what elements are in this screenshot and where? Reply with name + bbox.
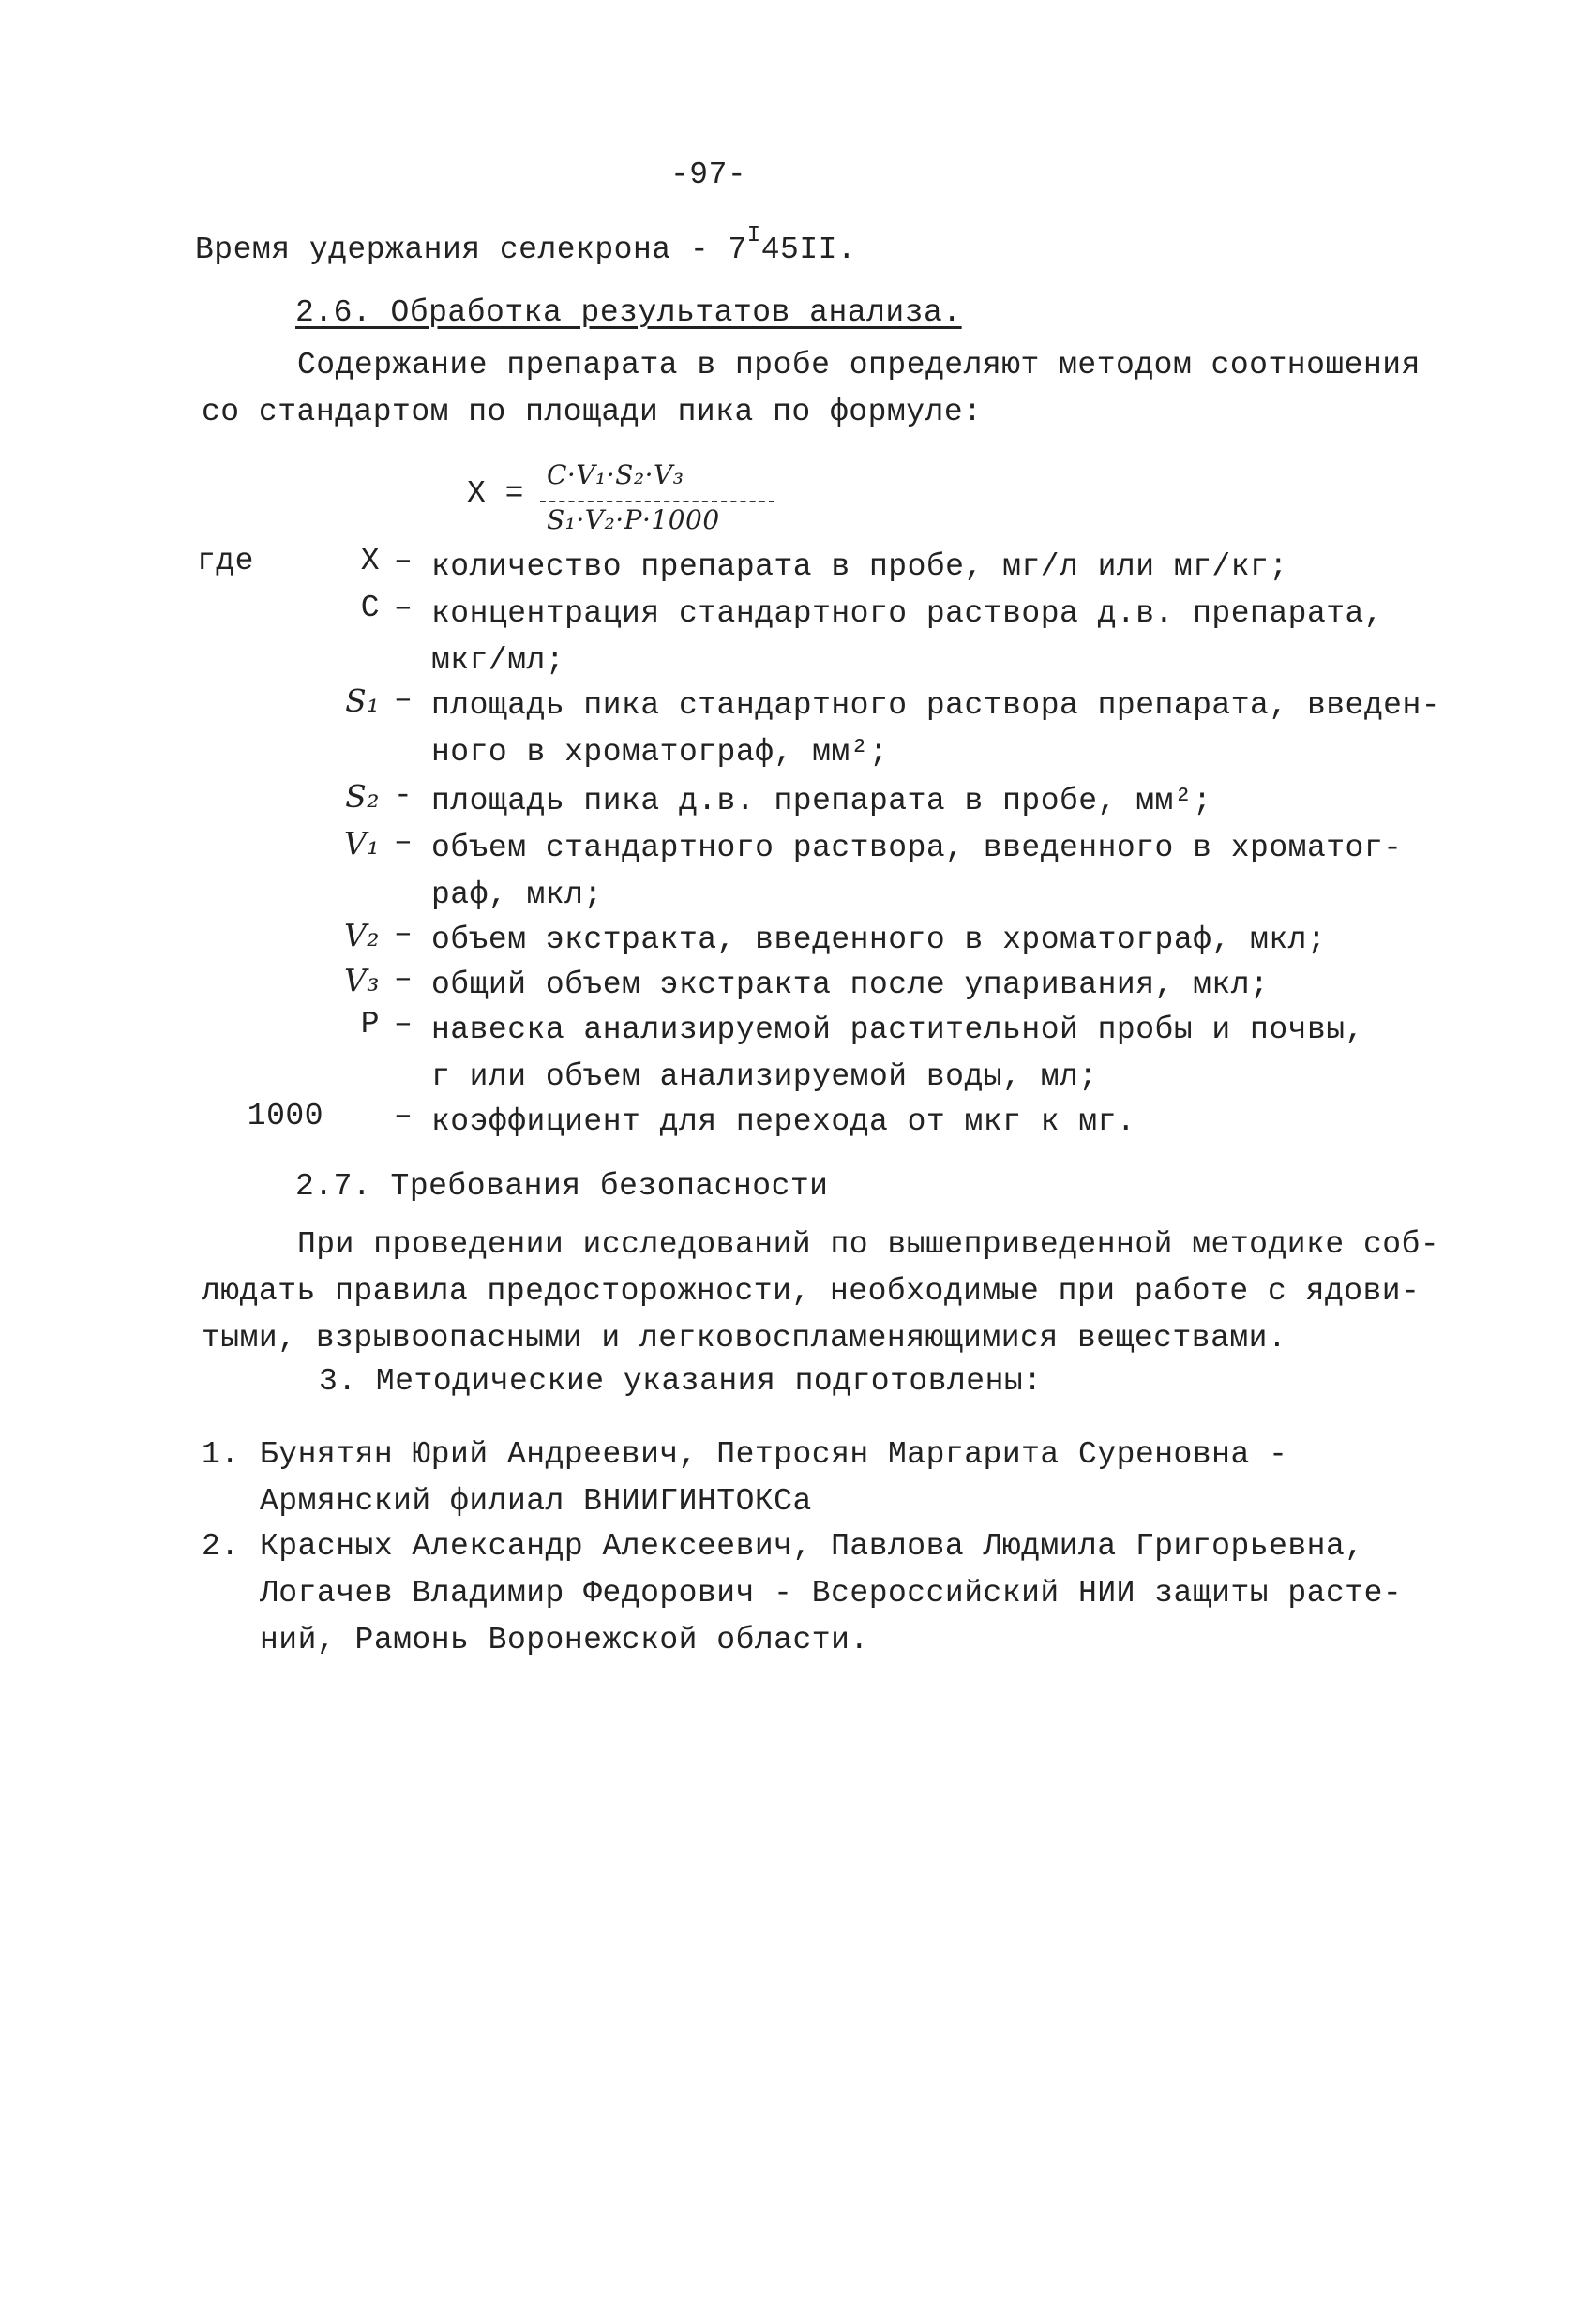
- definition-symbol: X: [360, 544, 380, 578]
- fraction-bar: [540, 501, 774, 502]
- section-heading-3: 3. Методические указания подготовлены:: [319, 1364, 1043, 1399]
- dash: –: [394, 591, 414, 625]
- safety-line: тыми, взрывоопасными и легковоспламеняющимися веществами.: [202, 1321, 1287, 1356]
- intro-line: Содержание препарата в пробе определяют методом соотношения: [297, 348, 1421, 382]
- dash: –: [394, 544, 414, 578]
- definitions-list: [220, 544, 1439, 1144]
- dash: -: [394, 778, 414, 813]
- definition-text: г или объем анализируемой воды, мл;: [431, 1059, 1098, 1094]
- retention-sup: I: [746, 223, 761, 248]
- formula: [467, 459, 805, 544]
- retention-rest: 45: [760, 232, 800, 267]
- definition-text: площадь пика стандартного раствора препарата, введен-: [431, 688, 1441, 723]
- definition-symbol: 1000: [247, 1099, 323, 1133]
- formula-lhs: X =: [467, 476, 524, 511]
- intro-paragraph: [202, 342, 1449, 436]
- definition-symbol: P: [360, 1007, 380, 1042]
- definition-text: объем стандартного раствора, введенного в хроматог-: [431, 831, 1403, 865]
- dash: –: [394, 962, 414, 997]
- retention-time-line: [195, 223, 856, 267]
- retention-end: II.: [799, 232, 857, 267]
- definition-symbol: V₁: [343, 825, 380, 862]
- definition-symbol: C: [360, 591, 380, 625]
- intro-line: со стандартом по площади пика по формуле:: [202, 395, 983, 429]
- where-label: где: [197, 544, 254, 578]
- definition-text: раф, мкл;: [431, 877, 603, 912]
- author-number: 1.: [202, 1437, 240, 1472]
- retention-text: Время удержания селекрона - 7: [195, 232, 747, 267]
- definition-text: концентрация стандартного раствора д.в. препарата,: [431, 596, 1384, 631]
- dash: –: [394, 1099, 414, 1133]
- definition-symbol: S₁: [345, 682, 380, 719]
- definition-text: ного в хроматограф, мм²;: [431, 735, 889, 770]
- safety-line: людать правила предосторожности, необходимые при работе с ядови-: [202, 1274, 1421, 1309]
- definition-text: площадь пика д.в. препарата в пробе, мм²;: [431, 784, 1212, 818]
- definition-symbol: V₂: [343, 917, 380, 953]
- definition-symbol: S₂: [345, 778, 380, 815]
- definition-text: количество препарата в пробе, мг/л или мг/кг;: [431, 549, 1288, 584]
- author-line: Армянский филиал ВНИИГИНТОКСа: [260, 1484, 812, 1519]
- definition-text: коэффициент для перехода от мкг к мг.: [431, 1104, 1136, 1139]
- section-heading-2-7: 2.7. Требования безопасности: [295, 1169, 829, 1204]
- dash: –: [394, 825, 414, 860]
- author-number: 2.: [202, 1529, 240, 1564]
- formula-numerator: C·V₁·S₂·V₃: [547, 459, 684, 490]
- formula-denominator: S₁·V₂·P·1000: [547, 504, 720, 535]
- author-line: Красных Александр Алексеевич, Павлова Людмила Григорьевна,: [260, 1529, 1364, 1564]
- author-line: Бунятян Юрий Андреевич, Петросян Маргарита Суреновна -: [260, 1437, 1288, 1472]
- author-line: Логачев Владимир Федорович - Всероссийский НИИ защиты расте-: [260, 1576, 1403, 1611]
- definition-text: мкг/мл;: [431, 643, 565, 678]
- dash: –: [394, 917, 414, 952]
- definition-text: навеска анализируемой растительной пробы и почвы,: [431, 1012, 1364, 1047]
- section-heading-2-6: 2.6. Обработка результатов анализа.: [295, 295, 962, 330]
- definition-text: общий объем экстракта после упаривания, мкл;: [431, 967, 1270, 1002]
- page-number: -97-: [670, 157, 747, 192]
- dash: –: [394, 682, 414, 717]
- dash: –: [394, 1007, 414, 1042]
- definition-text: объем экстракта, введенного в хроматограф, мкл;: [431, 922, 1327, 957]
- author-line: ний, Рамонь Воронежской области.: [260, 1623, 869, 1657]
- definition-symbol: V₃: [343, 962, 380, 998]
- safety-paragraph: [202, 1222, 1449, 1362]
- safety-line: При проведении исследований по вышеприведенной методике соб-: [297, 1227, 1440, 1262]
